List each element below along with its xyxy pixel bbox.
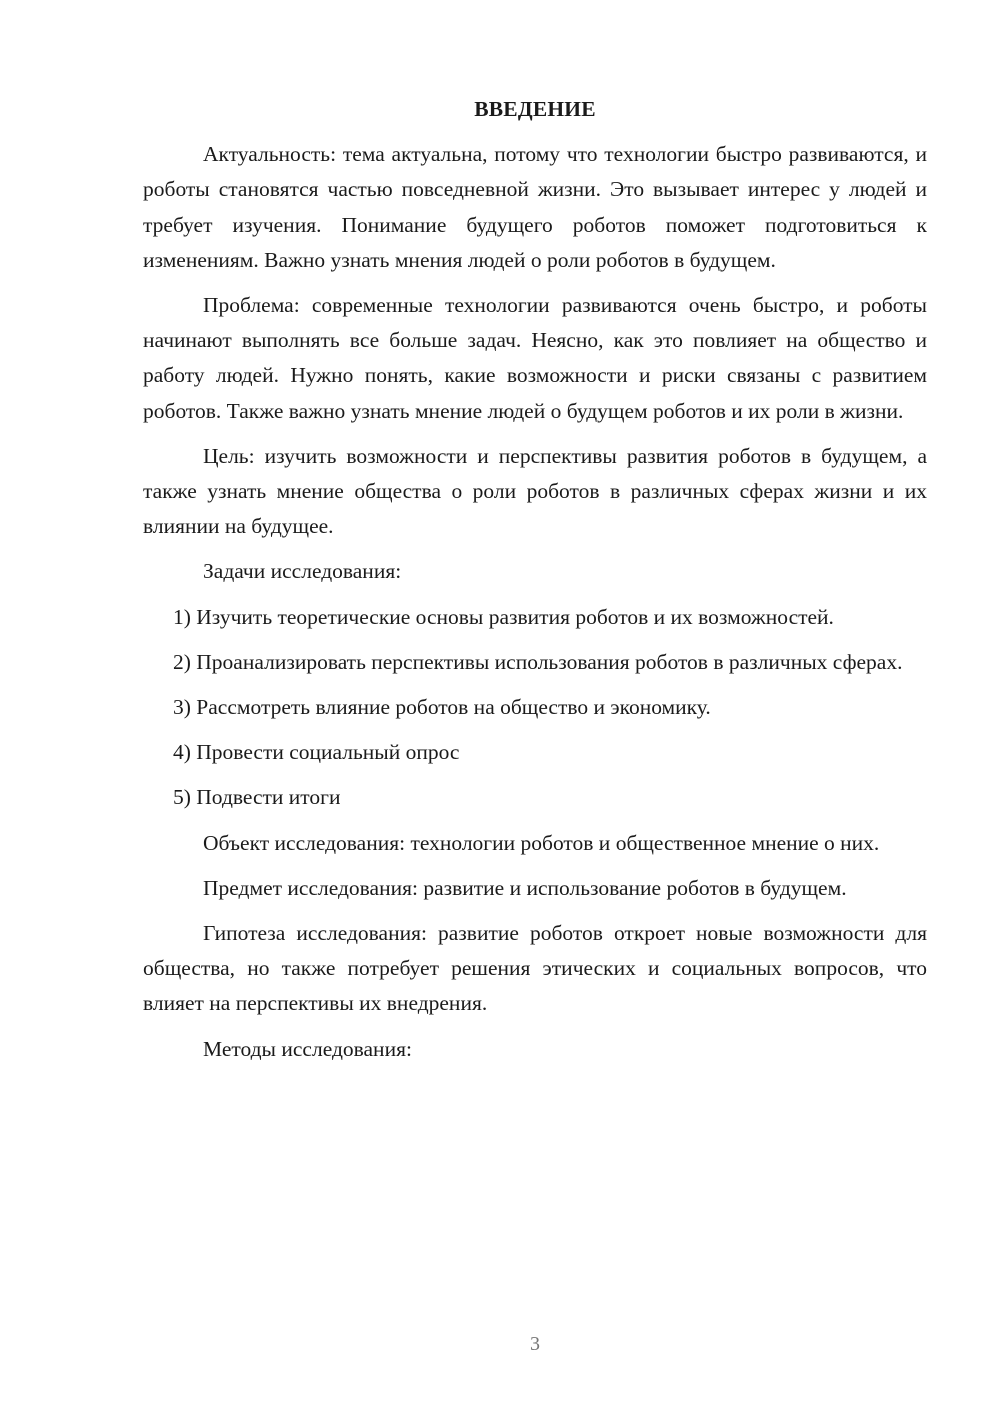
paragraph-problem: Проблема: современные технологии развиваются очень быстро, и роботы начинают выполнять все больше задач. Неясно, как это повлияет на общество и работу людей. Нужно понять, какие возможности и риски связаны с развитием роботов. Также важно узнать мнение людей о будущем роботов и их роли в жизни. (143, 293, 927, 423)
paragraph-goal: Цель: изучить возможности и перспективы развития роботов в будущем, а также узнать мнение общества о роли роботов в различных сферах жизни и их влиянии на будущее. (143, 443, 927, 539)
tasks-heading: Задачи исследования: (203, 559, 402, 584)
paragraph-object: Объект исследования: технологии роботов и общественное мнение о них. (203, 830, 880, 855)
task-item-5: 5) Подвести итоги (173, 785, 341, 810)
methods-heading: Методы исследования: (203, 1036, 412, 1061)
task-item-2: 2) Проанализировать перспективы использования роботов в различных сферах. (173, 649, 903, 674)
paragraph-relevance: Актуальность: тема актуальна, потому что технологии быстро развиваются, и роботы становятся частью повседневной жизни. Это вызывает интерес у людей и требует изучения. Понимание будущего роботов поможет подготовиться к изменениям. Важно узнать мнения людей о роли роботов в будущем. (143, 142, 927, 272)
task-item-3: 3) Рассмотреть влияние роботов на общество и экономику. (173, 695, 711, 720)
task-item-1: 1) Изучить теоретические основы развития роботов и их возможностей. (173, 604, 834, 629)
task-item-4: 4) Провести социальный опрос (173, 740, 460, 765)
paragraph-hypothesis: Гипотеза исследования: развитие роботов откроет новые возможности для общества, но также потребует решения этических и социальных вопросов, что влияет на перспективы их внедрения. (143, 921, 927, 1016)
paragraph-subject: Предмет исследования: развитие и использование роботов в будущем. (203, 875, 847, 900)
page-content (143, 92, 927, 1077)
page-number: 3 (530, 1333, 540, 1355)
section-title: ВВЕДЕНИЕ (474, 97, 596, 121)
